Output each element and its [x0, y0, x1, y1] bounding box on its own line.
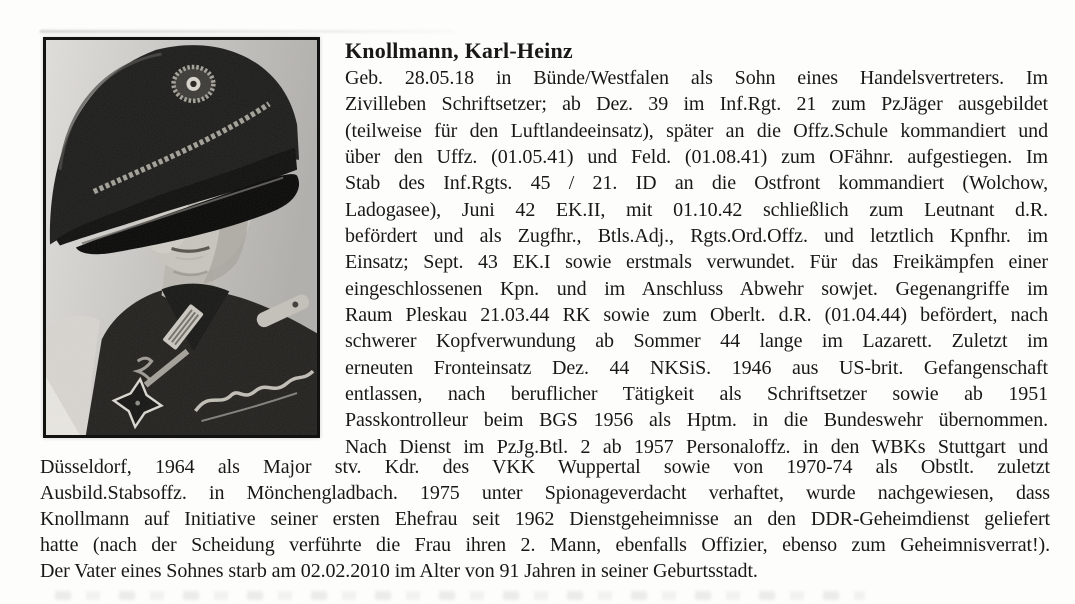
portrait-illustration: [46, 40, 317, 435]
entry-line: (teilweise für den Luftlandeeinsatz), später an die Offz.Schule kommandiert und: [345, 119, 1048, 142]
scan-artifact-top: [40, 30, 455, 33]
entry-line: Passkontrolleur beim BGS 1956 als Hptm. in die Bundeswehr übernommen.: [345, 409, 1048, 432]
entry-line: über den Uffz. (01.05.41) und Feld. (01.08.41) zum OFähnr. aufgestiegen. Im: [345, 146, 1048, 169]
entry-line: Nach Dienst im PzJg.Btl. 2 ab 1957 Personaloffz. in den WBKs Stuttgart und: [345, 435, 1048, 458]
entry-line: entlassen, nach beruflicher Tätigkeit als Schriftsetzer sowie ab 1951: [345, 383, 1048, 406]
officer-portrait-photo: [43, 37, 320, 438]
entry-heading: Knollmann, Karl-Heinz: [345, 38, 573, 63]
scan-artifact-bottom: [55, 591, 865, 600]
entry-line: Einsatz; Sept. 43 EK.I sowie erstmals verwundet. Für das Freikämpfen einer: [345, 251, 1048, 274]
entry-line: Raum Pleskau 21.03.44 RK sowie zum Oberlt. d.R. (01.04.44) befördert, nach: [345, 304, 1048, 327]
entry-line: Zivilleben Schriftsetzer; ab Dez. 39 im Inf.Rgt. 21 zum PzJäger ausgebildet: [345, 93, 1048, 116]
entry-bottom-line: hatte (nach der Scheidung verführte die Frau ihren 2. Mann, ebenfalls Offizier, ebenso zum Geheimnisverrat!).: [40, 534, 1050, 556]
entry-line: erneuten Fronteinsatz Dez. 44 NKSiS. 1946 aus US-brit. Gefangenschaft: [345, 356, 1048, 379]
entry-last-line: Der Vater eines Sohnes starb am 02.02.2010 im Alter von 91 Jahren in seiner Geburtsstadt.: [40, 560, 758, 582]
entry-line: eingeschlossenen Kpn. und im Anschluss Abwehr sowjet. Gegenangriffe im: [345, 277, 1048, 300]
entry-bottom-line: Ausbild.Stabsoffz. in Mönchengladbach. 1975 unter Spionageverdacht verhaftet, wurde nachgewiesen, dass: [40, 482, 1050, 504]
entry-line: Ladogasee), Juni 42 EK.II, mit 01.10.42 schließlich zum Leutnant d.R.: [345, 198, 1048, 221]
entry-line: Stab des Inf.Rgts. 45 / 21. ID an die Ostfront kommandiert (Wolchow,: [345, 172, 1048, 195]
entry-bottom-line: Knollmann auf Initiative seiner ersten Ehefrau seit 1962 Dienstgeheimnisse an den DDR-Geheimdienst geliefert: [40, 508, 1050, 530]
entry-bottom-line: Düsseldorf, 1964 als Major stv. Kdr. des VKK Wuppertal sowie von 1970-74 als Obstlt. zuletzt: [40, 456, 1050, 478]
entry-bottom-block: [40, 454, 1050, 584]
entry-line: befördert und als Zugfhr., Btls.Adj., Rgts.Ord.Offz. und letztlich Kpnfhr. im: [345, 225, 1048, 248]
entry-line: schwerer Kopfverwundung ab Sommer 44 lange im Lazarett. Zuletzt im: [345, 330, 1048, 353]
entry-text-column: [345, 37, 1048, 460]
entry-line: Geb. 28.05.18 in Bünde/Westfalen als Sohn eines Handelsvertreters. Im: [345, 67, 1048, 89]
